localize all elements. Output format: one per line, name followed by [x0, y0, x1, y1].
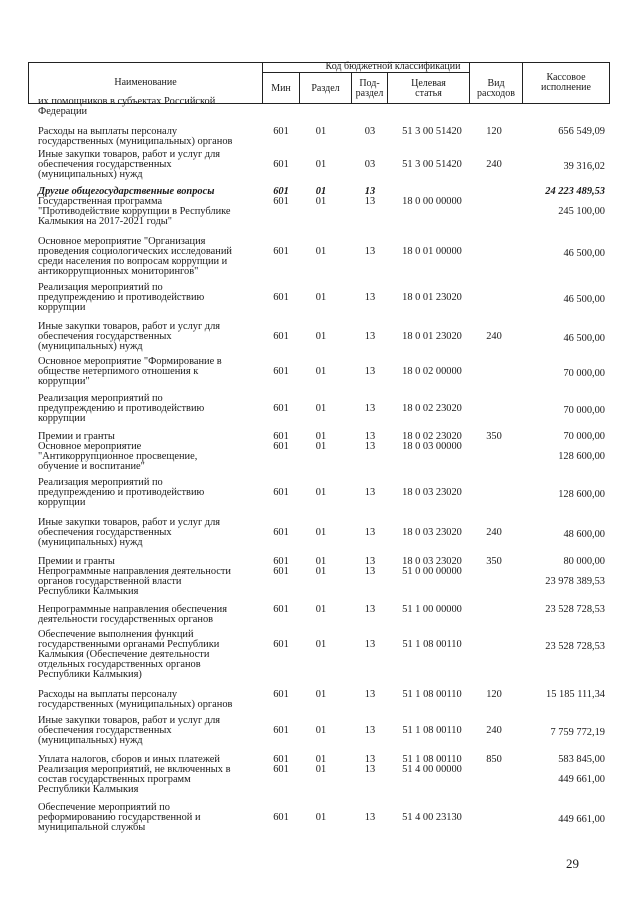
row-name: Иные закупки товаров, работ и услуг для обеспечения государственных (муниципальных) нужд [38, 517, 221, 548]
row-podrazdel: 13 [364, 812, 376, 823]
row-razdel: 01 [315, 689, 327, 700]
row-celevaya: 51 1 08 00110 [402, 689, 462, 700]
row-vid: 350 [486, 556, 502, 567]
row-amount: 7 759 772,19 [550, 727, 605, 738]
row-name: Реализация мероприятий, не включенных в состав государственных программ Республики Калмыкия [38, 764, 231, 795]
row-celevaya: 51 1 08 00110 [402, 754, 462, 765]
row-name: Другие общегосударственные вопросы [38, 186, 215, 197]
row-amount: 583 845,00 [558, 754, 605, 765]
row-amount: 449 661,00 [558, 814, 605, 825]
row-celevaya: 18 0 01 00000 [402, 246, 462, 257]
row-min: 601 [273, 556, 289, 567]
row-name: Непрограммные направления деятельности органов государственной власти Республики Калмыкия [38, 566, 231, 597]
row-podrazdel: 13 [364, 639, 376, 650]
row-vid: 240 [486, 725, 502, 736]
row-vid: 850 [486, 754, 502, 765]
row-name: их помощников в субъектах Российской Федерации [38, 96, 216, 117]
row-razdel: 01 [315, 366, 327, 377]
row-razdel: 01 [315, 725, 327, 736]
row-amount: 46 500,00 [563, 294, 605, 305]
row-celevaya: 18 0 02 23020 [402, 431, 462, 442]
row-podrazdel: 13 [364, 246, 376, 257]
row-amount: 48 600,00 [563, 529, 605, 540]
row-razdel: 01 [315, 126, 327, 137]
row-razdel: 01 [315, 403, 327, 414]
row-razdel: 01 [315, 441, 327, 452]
row-celevaya: 18 0 03 23020 [402, 487, 462, 498]
row-min: 601 [273, 246, 289, 257]
row-min: 601 [273, 159, 289, 170]
row-min: 601 [273, 639, 289, 650]
header-ispolnenie: Кассовое исполнение [541, 72, 591, 93]
row-razdel: 01 [315, 812, 327, 823]
row-razdel: 01 [315, 196, 327, 207]
row-name: Основное мероприятие "Формирование в обществе нетерпимого отношения к коррупции" [38, 356, 222, 387]
row-razdel: 01 [315, 246, 327, 257]
row-podrazdel: 13 [364, 186, 376, 197]
row-amount: 128 600,00 [558, 451, 605, 462]
row-amount: 23 528 728,53 [545, 604, 605, 615]
header-celevaya: Целевая статья [411, 77, 446, 99]
row-min: 601 [273, 764, 289, 775]
row-amount: 39 316,02 [563, 161, 605, 172]
row-name: Реализация мероприятий по предупреждению и противодействию коррупции [38, 477, 205, 508]
row-amount: 70 000,00 [563, 368, 605, 379]
row-name: Расходы на выплаты персоналу государственных (муниципальных) органов [38, 689, 233, 710]
row-razdel: 01 [315, 487, 327, 498]
row-celevaya: 51 1 08 00110 [402, 725, 462, 736]
header-podrazdel: Под- раздел [355, 77, 384, 99]
row-name: Основное мероприятие "Организация проведения социологических исследований среди населения по вопросам коррупции и антикоррупционных мониторингов" [38, 236, 232, 277]
row-name: Реализация мероприятий по предупреждению и противодействию коррупции [38, 282, 205, 313]
row-min: 601 [273, 441, 289, 452]
row-vid: 240 [486, 159, 502, 170]
row-min: 601 [273, 725, 289, 736]
row-name: Иные закупки товаров, работ и услуг для обеспечения государственных (муниципальных) нужд [38, 149, 221, 180]
row-name: Уплата налогов, сборов и иных платежей [38, 754, 220, 765]
row-razdel: 01 [315, 331, 327, 342]
row-name: Обеспечение выполнения функций государственными органами Республики Калмыкия (Обеспечение деятельности отдельных государственных органов Республики Калмыкия) [38, 629, 220, 680]
page-number: 29 [566, 856, 579, 871]
row-min: 601 [273, 196, 289, 207]
row-amount: 449 661,00 [558, 774, 605, 785]
row-podrazdel: 13 [364, 764, 376, 775]
row-vid: 120 [486, 689, 502, 700]
row-name: Государственная программа "Противодействие коррупции в Республике Калмыкия на 2017-2021 годы" [38, 196, 231, 227]
row-min: 601 [273, 186, 289, 197]
row-min: 601 [273, 403, 289, 414]
row-amount: 656 549,09 [558, 126, 605, 137]
row-razdel: 01 [315, 527, 327, 538]
header-vid: Вид расходов [477, 77, 515, 99]
row-podrazdel: 13 [364, 689, 376, 700]
row-podrazdel: 13 [364, 725, 376, 736]
row-razdel: 01 [315, 764, 327, 775]
row-min: 601 [273, 566, 289, 577]
row-amount: 24 223 489,53 [545, 186, 605, 197]
row-name: Реализация мероприятий по предупреждению и противодействию коррупции [38, 393, 205, 424]
row-razdel: 01 [315, 292, 327, 303]
row-podrazdel: 03 [364, 126, 376, 137]
row-celevaya: 51 4 00 00000 [402, 764, 462, 775]
row-amount: 23 528 728,53 [545, 641, 605, 652]
row-amount: 70 000,00 [563, 431, 605, 442]
header-min: Мин [271, 82, 291, 94]
row-vid: 240 [486, 527, 502, 538]
row-min: 601 [273, 331, 289, 342]
row-razdel: 01 [315, 566, 327, 577]
row-razdel: 01 [315, 159, 327, 170]
row-razdel: 01 [315, 604, 327, 615]
row-podrazdel: 13 [364, 556, 376, 567]
row-razdel: 01 [315, 556, 327, 567]
row-razdel: 01 [315, 186, 327, 197]
row-podrazdel: 13 [364, 527, 376, 538]
row-name: Основное мероприятие "Антикоррупционное просвещение, обучение и воспитание" [38, 441, 198, 472]
row-name: Премии и гранты [38, 556, 115, 567]
row-amount: 23 978 389,53 [545, 576, 605, 587]
row-min: 601 [273, 487, 289, 498]
row-celevaya: 51 1 08 00110 [402, 639, 462, 650]
row-razdel: 01 [315, 754, 327, 765]
row-name: Обеспечение мероприятий по реформированию государственной и муниципальной службы [38, 802, 201, 833]
row-razdel: 01 [315, 639, 327, 650]
row-amount: 128 600,00 [558, 489, 605, 500]
row-vid: 120 [486, 126, 502, 137]
row-amount: 245 100,00 [558, 206, 605, 217]
row-razdel: 01 [315, 431, 327, 442]
row-min: 601 [273, 754, 289, 765]
row-amount: 15 185 111,34 [546, 689, 605, 700]
row-celevaya: 51 3 00 51420 [402, 159, 462, 170]
row-celevaya: 18 0 02 23020 [402, 403, 462, 414]
row-podrazdel: 13 [364, 487, 376, 498]
row-podrazdel: 13 [364, 196, 376, 207]
row-celevaya: 18 0 03 00000 [402, 441, 462, 452]
row-name: Премии и гранты [38, 431, 115, 442]
row-podrazdel: 13 [364, 566, 376, 577]
row-podrazdel: 13 [364, 431, 376, 442]
row-vid: 240 [486, 331, 502, 342]
row-amount: 80 000,00 [563, 556, 605, 567]
row-celevaya: 18 0 03 23020 [402, 556, 462, 567]
row-podrazdel: 13 [364, 331, 376, 342]
row-name: Расходы на выплаты персоналу государственных (муниципальных) органов [38, 126, 233, 147]
row-celevaya: 51 0 00 00000 [402, 566, 462, 577]
row-podrazdel: 13 [364, 441, 376, 452]
row-celevaya: 51 1 00 00000 [402, 604, 462, 615]
row-celevaya: 18 0 01 23020 [402, 292, 462, 303]
row-celevaya: 18 0 03 23020 [402, 527, 462, 538]
row-podrazdel: 13 [364, 604, 376, 615]
row-celevaya: 51 4 00 23130 [402, 812, 462, 823]
row-podrazdel: 13 [364, 292, 376, 303]
row-name: Непрограммные направления обеспечения деятельности государственных органов [38, 604, 227, 625]
row-celevaya: 18 0 01 23020 [402, 331, 462, 342]
header-code-group: Код бюджетной классификации [325, 61, 461, 72]
row-podrazdel: 13 [364, 754, 376, 765]
row-amount: 46 500,00 [563, 333, 605, 344]
row-min: 601 [273, 126, 289, 137]
row-min: 601 [273, 292, 289, 303]
row-min: 601 [273, 812, 289, 823]
row-celevaya: 18 0 00 00000 [402, 196, 462, 207]
row-min: 601 [273, 604, 289, 615]
row-min: 601 [273, 527, 289, 538]
header-name: Наименование [114, 77, 177, 88]
header-razdel: Раздел [311, 82, 340, 94]
row-celevaya: 18 0 02 00000 [402, 366, 462, 377]
row-amount: 70 000,00 [563, 405, 605, 416]
row-amount: 46 500,00 [563, 248, 605, 259]
row-name: Иные закупки товаров, работ и услуг для обеспечения государственных (муниципальных) нужд [38, 715, 221, 746]
row-celevaya: 51 3 00 51420 [402, 126, 462, 137]
row-min: 601 [273, 689, 289, 700]
row-podrazdel: 03 [364, 159, 376, 170]
row-podrazdel: 13 [364, 403, 376, 414]
row-podrazdel: 13 [364, 366, 376, 377]
row-min: 601 [273, 431, 289, 442]
row-vid: 350 [486, 431, 502, 442]
row-name: Иные закупки товаров, работ и услуг для обеспечения государственных (муниципальных) нужд [38, 321, 221, 352]
row-min: 601 [273, 366, 289, 377]
